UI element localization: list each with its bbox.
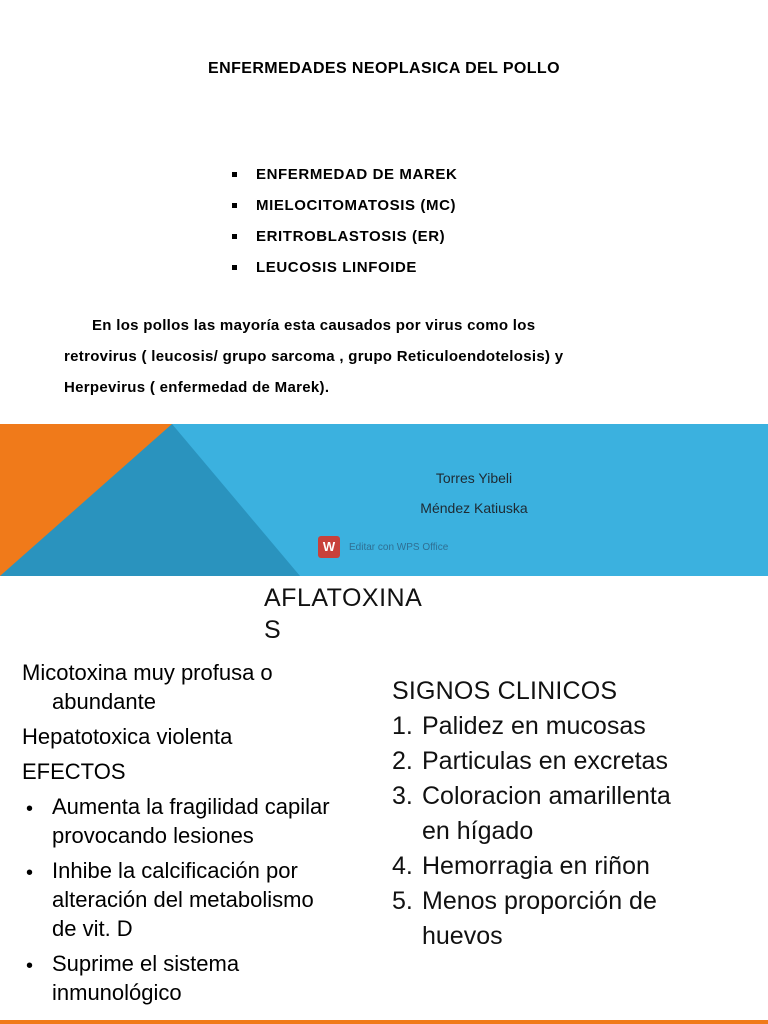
- author-banner: [0, 424, 768, 576]
- disease-item: LEUCOSIS LINFOIDE: [232, 259, 457, 290]
- effect-bullet: • Suprime el sistema inmunológico: [26, 951, 240, 1005]
- slide-2: [0, 576, 768, 1024]
- clinical-sign-item: 4. Hemorragia en riñon: [392, 852, 650, 880]
- wps-watermark[interactable]: [318, 536, 448, 558]
- disease-item: ENFERMEDAD DE MAREK: [232, 166, 457, 197]
- description-item: Micotoxina muy profusa o abundante: [22, 660, 273, 714]
- square-bullet-icon: [232, 234, 237, 239]
- square-bullet-icon: [232, 265, 237, 270]
- clinical-signs: [392, 674, 762, 954]
- clinical-sign-item: 5. Menos proporción de huevos: [392, 887, 657, 950]
- effect-bullet: • Inhibe la calcificación por alteración del metabolismo de vit. D: [26, 858, 314, 941]
- paragraph-line: retrovirus ( leucosis/ grupo sarcoma , grupo Reticuloendotelosis) y: [64, 348, 564, 365]
- clinical-sign-item: 2. Particulas en excretas: [392, 747, 668, 775]
- author-name: Méndez Katiuska: [420, 500, 528, 516]
- effect-bullet: • Aumenta la fragilidad capilar provocando lesiones: [26, 794, 330, 848]
- wps-logo-icon: W: [318, 536, 340, 558]
- bullet-dot-icon: •: [26, 798, 34, 820]
- bullet-dot-icon: •: [26, 955, 34, 977]
- paragraph-line: Herpevirus ( enfermedad de Marek).: [64, 379, 330, 396]
- square-bullet-icon: [232, 172, 237, 177]
- orange-accent-line: [0, 1020, 768, 1024]
- disease-item: MIELOCITOMATOSIS (MC): [232, 197, 457, 228]
- slide-1: [0, 0, 768, 424]
- bullet-dot-icon: •: [26, 862, 34, 884]
- disease-item: ERITROBLASTOSIS (ER): [232, 228, 457, 259]
- clinical-signs-title: SIGNOS CLINICOS: [392, 677, 618, 705]
- clinical-sign-item: 3. Coloracion amarillenta en hígado: [392, 782, 671, 845]
- clinical-sign-item: 1. Palidez en mucosas: [392, 712, 646, 740]
- square-bullet-icon: [232, 203, 237, 208]
- author-name: Torres Yibeli: [435, 470, 513, 486]
- wps-watermark-text: Editar con WPS Office: [349, 541, 449, 553]
- description-item: Hepatotoxica violenta: [22, 724, 233, 749]
- paragraph-line: En los pollos las mayoría esta causados por virus como los: [92, 317, 536, 334]
- slide-2-title: AFLATOXINA S: [264, 584, 423, 644]
- effects-heading: EFECTOS: [22, 759, 126, 784]
- disease-list: [232, 166, 457, 290]
- slide-1-title: ENFERMEDADES NEOPLASICA DEL POLLO: [208, 60, 560, 77]
- aflatoxin-description: [22, 658, 392, 1007]
- intro-paragraph: [64, 310, 724, 403]
- clinical-signs-list: [392, 709, 762, 954]
